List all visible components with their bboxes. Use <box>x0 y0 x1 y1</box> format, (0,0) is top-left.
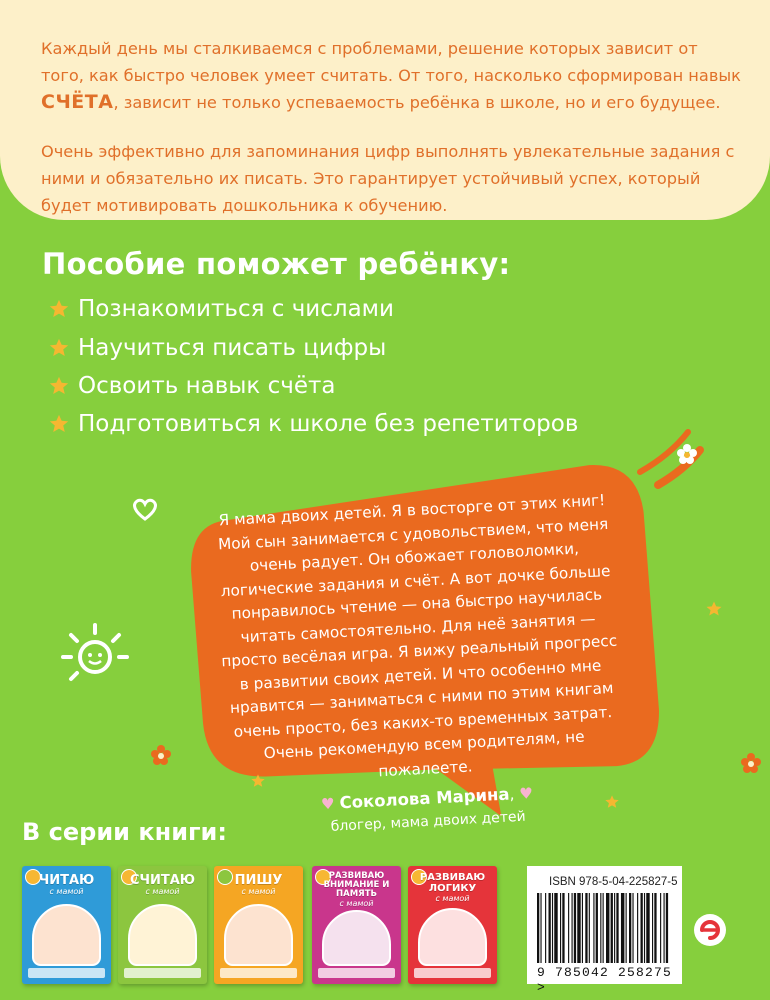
benefit-item: Подготовиться к школе без репетиторов <box>48 411 578 437</box>
barcode-bar <box>646 893 649 963</box>
benefits-title: Пособие поможет ребёнку: <box>42 247 511 281</box>
star-icon <box>604 794 620 810</box>
barcode-bar <box>540 893 541 963</box>
barcode-bar <box>616 893 618 963</box>
isbn-digits: 9 785042 258275 > <box>537 965 673 995</box>
intro-paragraph-2: Очень эффективно для запоминания цифр выполнять увлекательные задания с ними и обязательно их писать. Это гарантирует устойчивый успех, который будет мотивировать дошкольника к обучению. <box>41 142 735 215</box>
barcode-bar <box>626 893 627 963</box>
isbn-barcode-block <box>527 866 682 995</box>
barcode-bar <box>664 893 665 963</box>
review-author-line: ♥ Соколова Марина, ♥ <box>320 784 534 814</box>
barcode-bar <box>644 893 645 963</box>
barcode-bar <box>637 893 638 963</box>
book-cover[interactable]: ПИШУ с мамой <box>214 866 303 984</box>
review-quote <box>210 489 631 842</box>
review-author-role: блогер, мама двоих детей <box>330 808 527 835</box>
barcode-bar <box>545 893 546 963</box>
barcode-bar <box>582 893 583 963</box>
heart-icon <box>132 497 158 521</box>
barcode-bar <box>654 893 656 963</box>
barcode-bar <box>641 893 643 963</box>
cover-illustration <box>418 908 487 966</box>
barcode-bar <box>614 893 615 963</box>
barcode-bar <box>537 893 539 963</box>
barcode-bar <box>603 893 604 963</box>
barcode-bar <box>585 893 587 963</box>
heart-icon: ♥ <box>320 794 336 814</box>
barcode-bar <box>589 893 590 963</box>
barcode-bar <box>552 893 553 963</box>
barcode-bar <box>666 893 668 963</box>
flower-icon <box>150 744 172 766</box>
barcode-bar <box>560 893 561 963</box>
book-cover[interactable]: ЧИТАЮ с мамой <box>22 866 111 984</box>
barcode-bar <box>549 893 551 963</box>
barcode-bar <box>606 893 609 963</box>
barcode-bar <box>562 893 564 963</box>
book-cover[interactable]: РАЗВИВАЮ ВНИМАНИЕ И ПАМЯТЬ с мамой <box>312 866 401 984</box>
barcode-bar <box>596 893 598 963</box>
book-cover[interactable]: РАЗВИВАЮ ЛОГИКУ с мамой <box>408 866 497 984</box>
barcode-bar <box>568 893 569 963</box>
star-icon <box>705 600 723 618</box>
review-author: Соколова Марина <box>339 784 511 813</box>
cover-illustration <box>32 904 101 966</box>
barcode-bar <box>577 893 580 963</box>
benefit-item: Научиться писать цифры <box>48 335 386 361</box>
flower-icon <box>740 752 762 774</box>
intro-highlight: СЧЁТА <box>41 91 114 113</box>
barcode-bar <box>554 893 557 963</box>
cover-illustration <box>224 904 293 966</box>
benefit-item: Освоить навык счёта <box>48 373 336 399</box>
barcode-bar <box>652 893 653 963</box>
review-text: Я мама двоих детей. Я в восторге от этих книг! Мой сын занимается с удовольствием, что меня очень радует. Он обожает головоломки, логические задания и счёт. А вот дочке больше понравилось чтение — она быстро научилась читать самостоятельно. Для неё занятия — просто весёлая игра. Я вижу реальный прогресс в развитии своих детей. И что особенно мне нравится — заниматься с ними по этим книгам очень просто, без каких-то временных затрат. Очень рекомендую всем родителям, не пожалеете. <box>217 491 618 780</box>
cover-illustration <box>128 904 197 966</box>
barcode-bar <box>593 893 594 963</box>
benefit-item: Познакомиться с числами <box>48 296 394 322</box>
book-cover[interactable]: СЧИТАЮ с мамой <box>118 866 207 984</box>
eksmo-logo <box>693 913 727 947</box>
heart-icon: ♥ <box>518 784 534 803</box>
sun-icon <box>55 615 135 695</box>
barcode-bar <box>600 893 601 963</box>
barcode <box>537 893 672 963</box>
isbn-label: ISBN 978-5-04-225827-5 <box>549 876 678 888</box>
barcode-bar <box>611 893 613 963</box>
barcode-bar <box>629 893 631 963</box>
barcode-bar <box>574 893 576 963</box>
intro-paragraph-1: Каждый день мы сталкиваемся с проблемами, решение которых зависит от того, как быстро человек умеет считать. От того, насколько сформирован навык СЧЁТА, зависит не только успеваемость ребёнка в школе, но и его будущее. <box>41 39 741 113</box>
flower-icon <box>676 443 698 465</box>
barcode-bar <box>632 893 633 963</box>
star-icon <box>250 773 266 789</box>
cover-illustration <box>322 910 391 966</box>
barcode-bar <box>660 893 661 963</box>
barcode-bar <box>572 893 573 963</box>
barcode-bar <box>621 893 624 963</box>
series-title: В серии книги: <box>22 818 227 846</box>
